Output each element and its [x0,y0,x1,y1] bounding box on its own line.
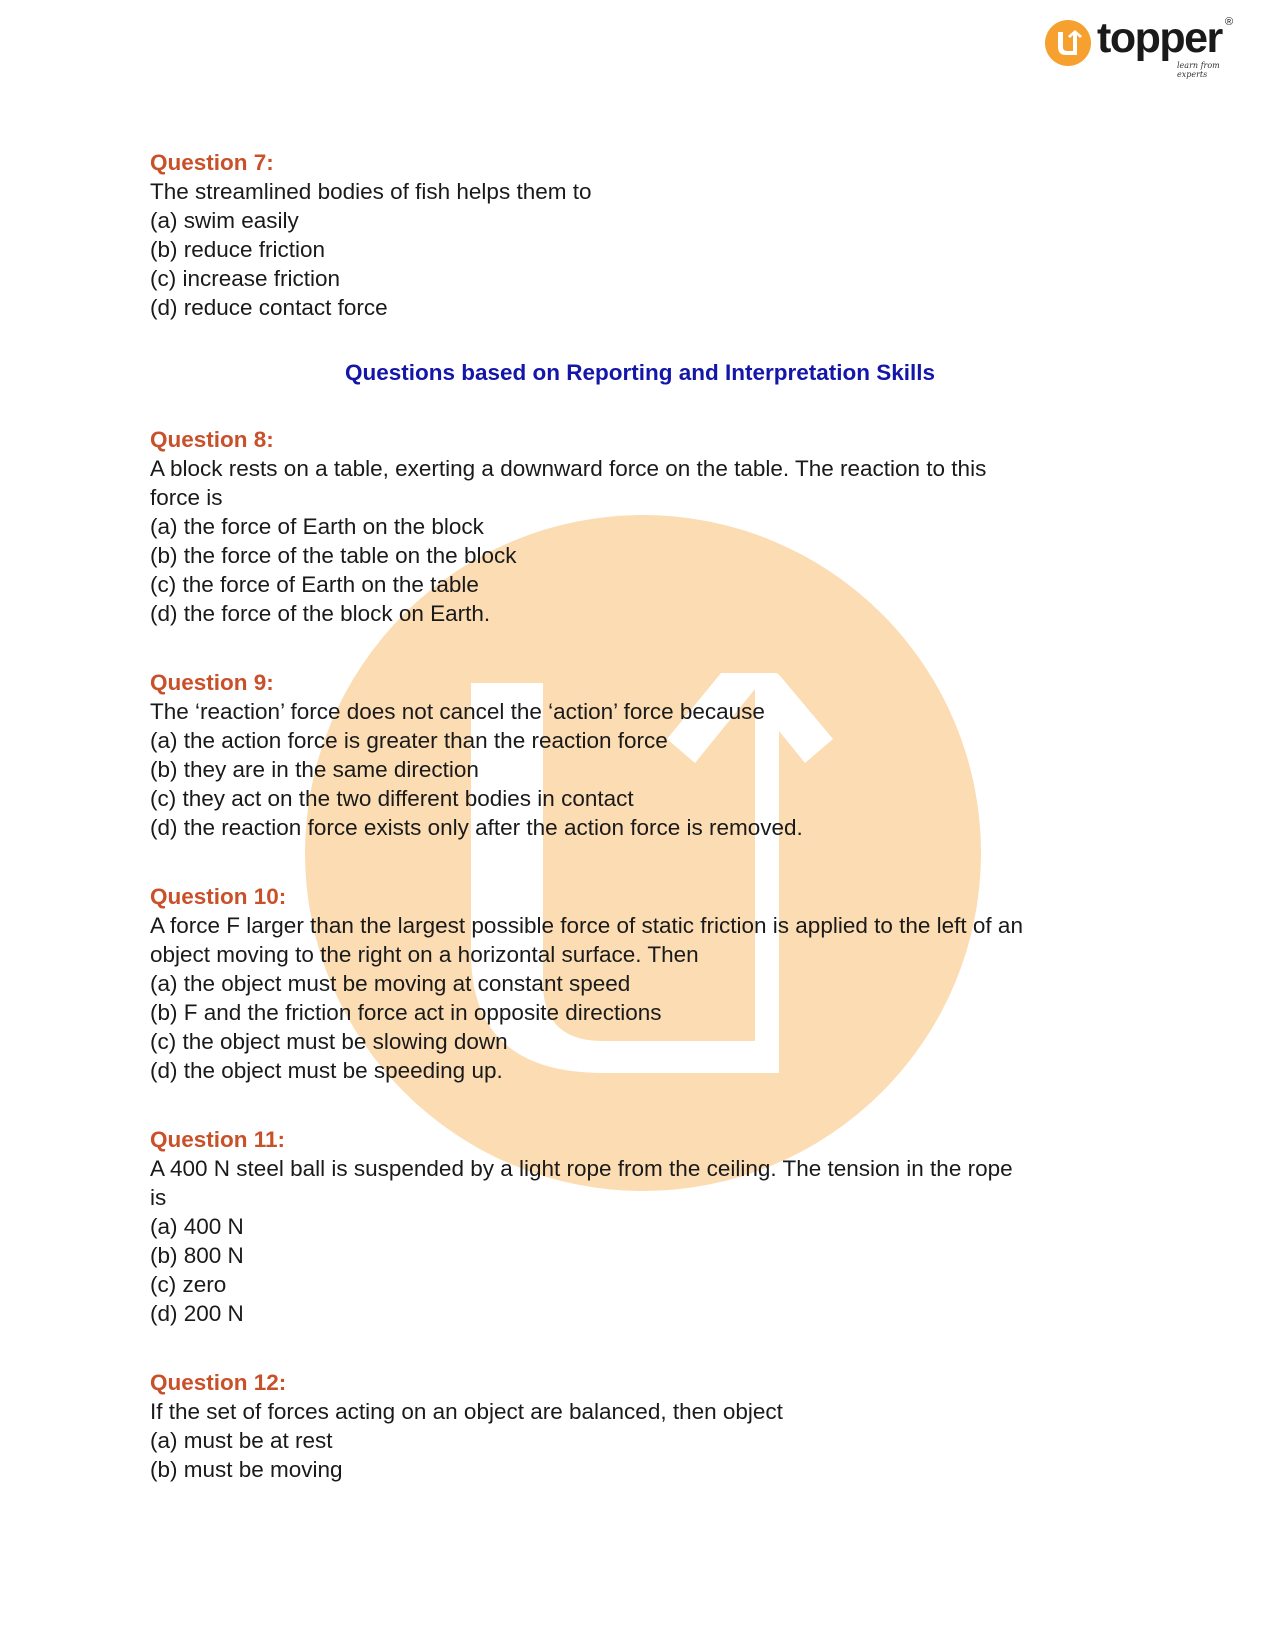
option-b: (b) the force of the table on the block [150,543,517,568]
question-7 [150,148,1130,322]
question-9 [150,668,1130,842]
option-a: (a) must be at rest [150,1428,333,1453]
option-c: (c) the force of Earth on the table [150,572,479,597]
section-heading: Questions based on Reporting and Interpretation Skills [344,360,936,385]
question-stem: is [150,1185,167,1210]
option-b: (b) F and the friction force act in opposite directions [150,1000,662,1025]
topper-logo [1045,14,1245,79]
option-d: (d) the object must be speeding up. [150,1058,503,1083]
logo-wordmark: topper [1097,14,1222,62]
question-stem: A block rests on a table, exerting a downward force on the table. The reaction to this [150,456,987,481]
option-c: (c) the object must be slowing down [150,1029,508,1054]
option-b: (b) reduce friction [150,237,326,262]
logo-badge-icon [1045,20,1091,66]
question-title: Question 10: [150,884,287,909]
question-10 [150,882,1130,1085]
question-title: Question 11: [150,1127,286,1152]
option-a: (a) swim easily [150,208,299,233]
option-a: (a) the object must be moving at constant speed [150,971,631,996]
option-b: (b) they are in the same direction [150,757,479,782]
question-stem: The ‘reaction’ force does not cancel the ‘action’ force because [150,699,765,724]
registered-mark: ® [1225,16,1234,28]
question-12 [150,1368,1130,1484]
option-c: (c) they act on the two different bodies in contact [150,786,634,811]
question-8 [150,425,1130,628]
question-11 [150,1125,1130,1328]
question-title: Question 7: [150,150,274,175]
question-stem: If the set of forces acting on an object are balanced, then object [150,1399,783,1424]
question-stem: The streamlined bodies of fish helps them to [150,179,592,204]
option-a: (a) the action force is greater than the reaction force [150,728,668,753]
question-stem: force is [150,485,223,510]
option-b: (b) must be moving [150,1457,343,1482]
option-b: (b) 800 N [150,1243,244,1268]
question-stem: A 400 N steel ball is suspended by a light rope from the ceiling. The tension in the rope [150,1156,1013,1181]
option-c: (c) zero [150,1272,227,1297]
question-stem: A force F larger than the largest possible force of static friction is applied to the left of an [150,913,1023,938]
option-d: (d) reduce contact force [150,295,388,320]
option-c: (c) increase friction [150,266,341,291]
question-title: Question 9: [150,670,274,695]
question-title: Question 12: [150,1370,287,1395]
option-a: (a) the force of Earth on the block [150,514,484,539]
question-title: Question 8: [150,427,274,452]
option-d: (d) 200 N [150,1301,244,1326]
option-d: (d) the reaction force exists only after the action force is removed. [150,815,803,840]
question-stem: object moving to the right on a horizontal surface. Then [150,942,699,967]
logo-tagline: learn from experts [1177,61,1220,79]
option-d: (d) the force of the block on Earth. [150,601,491,626]
option-a: (a) 400 N [150,1214,244,1239]
